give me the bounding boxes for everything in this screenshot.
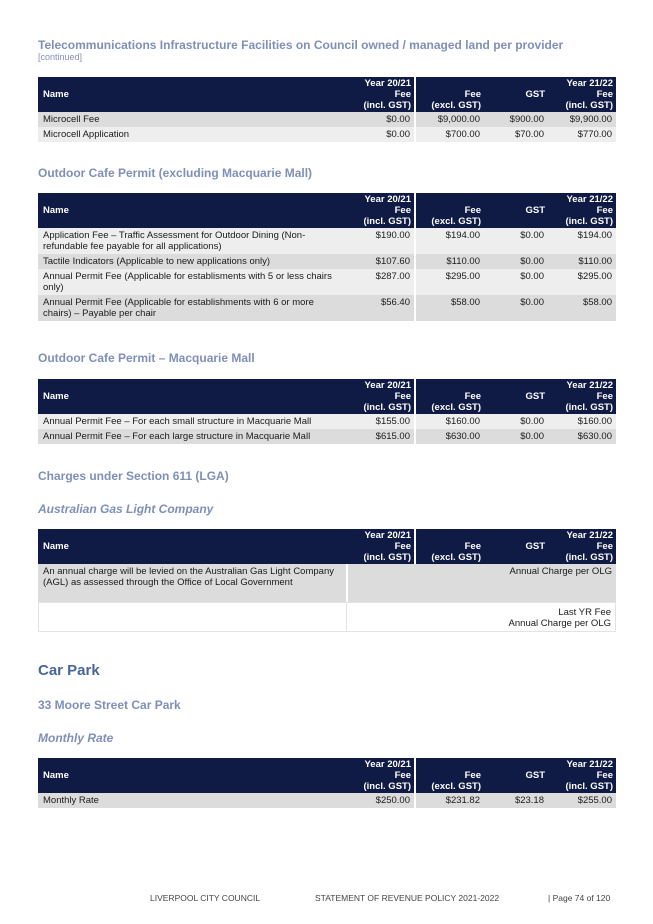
row-fee: $630.00 <box>414 429 484 444</box>
header-name: Name <box>38 529 346 564</box>
continued-label: [continued] <box>38 52 83 62</box>
section-title-carpark: Car Park <box>38 662 100 679</box>
row-gst: $0.00 <box>484 429 548 444</box>
row-name: Microcell Fee <box>38 112 346 127</box>
row-name: An annual charge will be levied on the Australian Gas Light Company (AGL) as assessed through the Office of Local Government <box>38 564 346 602</box>
header-gst: GST <box>484 529 548 564</box>
header-name: Name <box>38 379 346 414</box>
table-row <box>38 295 616 321</box>
table-header <box>38 379 616 414</box>
row-fee: $160.00 <box>414 414 484 429</box>
macquarie-fee-table <box>38 379 616 444</box>
last-year-label: Last YR Fee <box>558 607 611 618</box>
row-fee: $231.82 <box>414 793 484 808</box>
row-fee: $700.00 <box>414 127 484 142</box>
row-annual-charge: Annual Charge per OLG <box>346 564 616 602</box>
header-fee-excl: Fee (excl. GST) <box>414 758 484 793</box>
header-fee-excl: Fee (excl. GST) <box>414 77 484 112</box>
table-row <box>38 564 616 602</box>
header-year1: Year 20/21 Fee (incl. GST) <box>346 529 414 564</box>
header-name: Name <box>38 193 346 228</box>
section-title-telecom: Telecommunications Infrastructure Facilities on Council owned / managed land per provider <box>38 38 564 52</box>
header-year1: Year 20/21 Fee (incl. GST) <box>346 379 414 414</box>
row-total: $194.00 <box>548 228 616 254</box>
row-fee: $110.00 <box>414 254 484 269</box>
header-year2: Year 21/22 Fee (incl. GST) <box>548 758 616 793</box>
table-header <box>38 193 616 228</box>
row-prev: $56.40 <box>346 295 414 321</box>
row-prev: $287.00 <box>346 269 414 295</box>
header-fee-excl: Fee (excl. GST) <box>414 193 484 228</box>
row-name: Annual Permit Fee – For each small structure in Macquarie Mall <box>38 414 346 429</box>
header-gst: GST <box>484 77 548 112</box>
row-gst: $0.00 <box>484 295 548 321</box>
footer-council: LIVERPOOL CITY COUNCIL <box>150 893 261 903</box>
header-fee-excl: Fee (excl. GST) <box>414 529 484 564</box>
table-header <box>38 758 616 793</box>
row-total: $255.00 <box>548 793 616 808</box>
table-row <box>38 793 616 808</box>
row-prev: $250.00 <box>346 793 414 808</box>
row-name: Annual Permit Fee – For each large structure in Macquarie Mall <box>38 429 346 444</box>
row-last-year <box>346 602 616 632</box>
table-row <box>38 414 616 429</box>
header-year1: Year 20/21 Fee (incl. GST) <box>346 758 414 793</box>
row-total: $770.00 <box>548 127 616 142</box>
header-gst: GST <box>484 379 548 414</box>
footer-document: STATEMENT OF REVENUE POLICY 2021-2022 <box>315 893 500 903</box>
row-gst: $0.00 <box>484 414 548 429</box>
row-fee: $194.00 <box>414 228 484 254</box>
row-prev: $190.00 <box>346 228 414 254</box>
section-title-outdoor: Outdoor Cafe Permit (excluding Macquarie Mall) <box>38 166 313 180</box>
row-total: $58.00 <box>548 295 616 321</box>
row-name: Tactile Indicators (Applicable to new applications only) <box>38 254 346 269</box>
header-gst: GST <box>484 193 548 228</box>
row-gst: $0.00 <box>484 228 548 254</box>
row-total: $630.00 <box>548 429 616 444</box>
row-gst: $0.00 <box>484 269 548 295</box>
table-row <box>38 254 616 269</box>
row-total: $295.00 <box>548 269 616 295</box>
agl-fee-table <box>38 529 616 632</box>
table-row-last-year <box>38 602 616 632</box>
table-header <box>38 77 616 112</box>
table-row <box>38 112 616 127</box>
row-prev: $155.00 <box>346 414 414 429</box>
row-gst: $900.00 <box>484 112 548 127</box>
row-name: Application Fee – Traffic Assessment for Outdoor Dining (Non-refundable fee payable for all applications) <box>38 228 346 254</box>
row-total: $160.00 <box>548 414 616 429</box>
carpark-fee-table <box>38 758 616 808</box>
table-row <box>38 269 616 295</box>
header-year2: Year 21/22 Fee (incl. GST) <box>548 379 616 414</box>
header-gst: GST <box>484 758 548 793</box>
row-name: Monthly Rate <box>38 793 346 808</box>
table-row <box>38 429 616 444</box>
subsection-title-monthly: Monthly Rate <box>38 731 114 745</box>
section-title-611: Charges under Section 611 (LGA) <box>38 469 229 483</box>
subsection-title-agl: Australian Gas Light Company <box>38 502 214 516</box>
row-total: $110.00 <box>548 254 616 269</box>
header-year1: Year 20/21 Fee (incl. GST) <box>346 193 414 228</box>
row-fee: $58.00 <box>414 295 484 321</box>
footer-page-number: | Page 74 of 120 <box>548 893 611 903</box>
row-name: Microcell Application <box>38 127 346 142</box>
header-fee-excl: Fee (excl. GST) <box>414 379 484 414</box>
header-year2: Year 21/22 Fee (incl. GST) <box>548 193 616 228</box>
row-gst: $70.00 <box>484 127 548 142</box>
telecom-fee-table <box>38 77 616 142</box>
row-prev: $615.00 <box>346 429 414 444</box>
header-name: Name <box>38 77 346 112</box>
row-total: $9,900.00 <box>548 112 616 127</box>
table-header <box>38 529 616 564</box>
outdoor-fee-table <box>38 193 616 321</box>
table-row <box>38 127 616 142</box>
section-title-macquarie: Outdoor Cafe Permit – Macquarie Mall <box>38 351 255 365</box>
row-fee: $9,000.00 <box>414 112 484 127</box>
row-prev: $107.60 <box>346 254 414 269</box>
last-year-value: Annual Charge per OLG <box>508 618 611 629</box>
row-prev: $0.00 <box>346 127 414 142</box>
row-prev: $0.00 <box>346 112 414 127</box>
subsection-title-moore: 33 Moore Street Car Park <box>38 698 181 712</box>
row-fee: $295.00 <box>414 269 484 295</box>
header-year1: Year 20/21 Fee (incl. GST) <box>346 77 414 112</box>
row-gst: $0.00 <box>484 254 548 269</box>
header-year2: Year 21/22 Fee (incl. GST) <box>548 77 616 112</box>
row-name: Annual Permit Fee (Applicable for establisments with 5 or less chairs only) <box>38 269 346 295</box>
header-year2: Year 21/22 Fee (incl. GST) <box>548 529 616 564</box>
row-gst: $23.18 <box>484 793 548 808</box>
header-name: Name <box>38 758 346 793</box>
table-row <box>38 228 616 254</box>
row-name: Annual Permit Fee (Applicable for establishments with 6 or more chairs) – Payable per chair <box>38 295 346 321</box>
row-empty <box>38 602 346 632</box>
